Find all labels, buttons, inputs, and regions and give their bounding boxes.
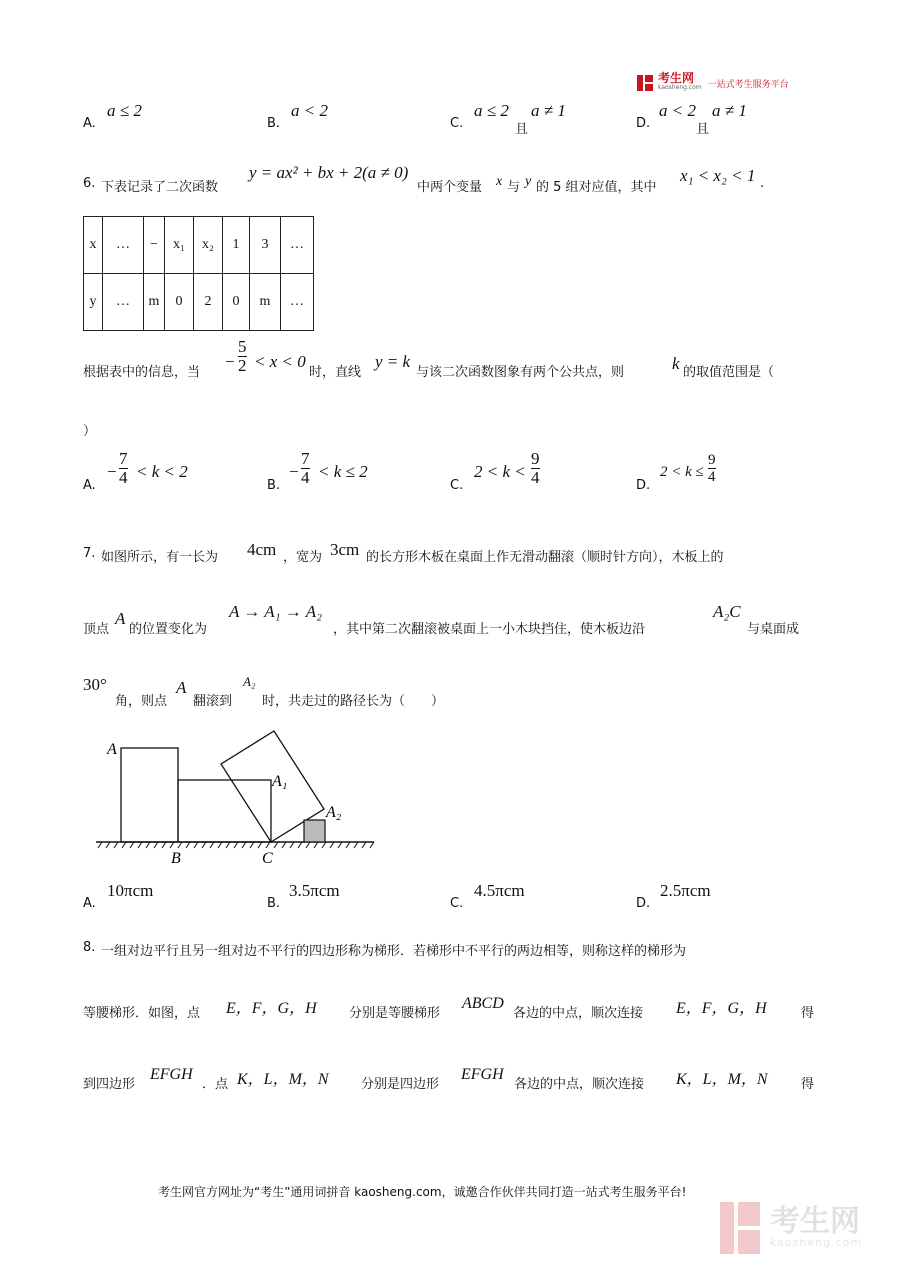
fraction-denominator: 4 (301, 468, 310, 487)
q6-option-b-fraction (301, 450, 310, 487)
brand-name: 考生网 (658, 71, 695, 85)
table-cell: x₁ (165, 217, 194, 274)
watermark-sub: kaosheng.com (770, 1236, 863, 1249)
q6-text2: 中两个变量 (417, 180, 483, 195)
q6-range-fraction (238, 338, 247, 375)
fig-label-c: C (262, 850, 273, 867)
q5-option-c-expr2: a ≠ 1 (531, 101, 566, 120)
q6-close-paren: ） (83, 424, 97, 439)
q6-option-c-fraction (531, 450, 540, 487)
q7-line2-a: 顶点 (83, 622, 110, 637)
q8-line3-a: 到四边形 (83, 1077, 136, 1092)
q6-function: y = ax² + bx + 2(a ≠ 0) (249, 163, 409, 182)
fraction-denominator: 4 (708, 469, 716, 485)
q6-text3: 与 (507, 180, 521, 195)
q7-length: 4cm (247, 540, 277, 559)
q7-option-a-value: 10πcm (107, 881, 154, 900)
table-cell: 3 (250, 217, 281, 274)
q7-line3-c: 时，共走过的路径长为（ ） (262, 694, 445, 709)
q6-option-d-fraction (708, 452, 716, 485)
q8-line2-b: 分别是等腰梯形 (349, 1006, 441, 1021)
q8-line2-c: 各边的中点，顺次连接 (513, 1006, 644, 1021)
q6-option-b-rest: < k ≤ 2 (318, 462, 368, 481)
kaosheng-logo-icon (636, 74, 654, 92)
q7-line3-a: 角，则点 (115, 694, 168, 709)
q6-range-rest: < x < 0 (254, 352, 306, 371)
q6-period: . (760, 176, 765, 191)
fig-label-a1: A₁ (272, 773, 288, 790)
q8-line2-points: E，F，G，H (226, 1000, 317, 1017)
fraction-numerator: 5 (238, 337, 247, 356)
q6-line2-b: 时，直线 (309, 365, 362, 380)
q6-option-c-pre: 2 < k < (474, 462, 526, 481)
q8-line3-shape-2: EFGH (461, 1066, 504, 1083)
q6-var-k: k (672, 354, 680, 373)
fig-label-a: A (107, 741, 117, 758)
ground-hatching (98, 842, 374, 848)
table-cell: 1 (223, 217, 250, 274)
table-row (84, 274, 314, 331)
q8-number: 8. (83, 940, 96, 955)
table-cell: m (250, 274, 281, 331)
q7-option-c-letter[interactable]: C. (450, 896, 464, 911)
q5-option-d-expr2: a ≠ 1 (712, 101, 747, 120)
q6-condition: x₁ < x₂ < 1 (680, 166, 756, 185)
q6-line2-c: 与该二次函数图象有两个公共点，则 (416, 365, 625, 380)
q5-option-d-letter[interactable]: D. (636, 116, 651, 131)
q7-line3-b: 翻滚到 (193, 694, 233, 709)
q7-option-c-value: 4.5πcm (474, 881, 525, 900)
q8-line3-shape: EFGH (150, 1066, 193, 1083)
q7-line2-d: 与桌面成 (747, 622, 800, 637)
q6-option-a-fraction (119, 450, 128, 487)
q7-path: A → A₁ → A₂ (229, 602, 323, 621)
q7-edge: A₂C (713, 602, 741, 621)
fraction-numerator: 7 (119, 449, 128, 468)
q7-line1-c: 的长方形木板在桌面上作无滑动翻滚（顺时针方向），木板上的 (366, 550, 724, 565)
table-cell: 0 (165, 274, 194, 331)
q5-option-c-join: 且 (515, 122, 529, 137)
q5-option-c-expr: a ≤ 2 (474, 101, 509, 120)
q7-option-d-letter[interactable]: D. (636, 896, 651, 911)
q7-width: 3cm (330, 540, 360, 559)
q8-line3-points-2: K，L，M，N (676, 1071, 768, 1088)
q6-var-y: y (525, 174, 532, 189)
brand-slogan: 一站式考生服务平台 (707, 79, 789, 90)
fraction-numerator: 9 (531, 449, 540, 468)
q6-text1: 下表记录了二次函数 (101, 180, 219, 195)
board-second (178, 780, 271, 842)
q7-line1-b: ，宽为 (283, 550, 323, 565)
table-cell: 2 (194, 274, 223, 331)
brand-sub: kaosheng.com (658, 84, 702, 91)
fraction-numerator: 7 (301, 449, 310, 468)
q5-option-b-letter[interactable]: B. (267, 116, 281, 131)
q8-line3-points: K，L，M，N (237, 1071, 329, 1088)
watermark-brand: 考生网 (770, 1204, 860, 1239)
table-cell: … (281, 274, 314, 331)
q6-option-b-letter[interactable]: B. (267, 478, 281, 493)
q8-line2-points-2: E，F，G，H (676, 1000, 767, 1017)
q8-line3-b: ．点 (202, 1077, 229, 1092)
table-cell: 0 (223, 274, 250, 331)
fraction-denominator: 4 (531, 468, 540, 487)
q5-option-d-join: 且 (696, 122, 710, 137)
q5-option-c-letter[interactable]: C. (450, 116, 464, 131)
table-cell: … (103, 274, 144, 331)
small-block (304, 820, 325, 842)
table-cell: x (84, 217, 103, 274)
q8-line2-shape: ABCD (462, 995, 504, 1012)
q6-var-x: x (496, 174, 503, 189)
q5-option-a-expr: a ≤ 2 (107, 101, 142, 120)
fig-label-b: B (171, 850, 181, 867)
q7-point-a: A (115, 609, 126, 628)
q8-line2-d: 得 (801, 1006, 815, 1021)
q7-angle: 30° (83, 675, 107, 694)
q7-option-b-letter[interactable]: B. (267, 896, 281, 911)
q7-figure (94, 730, 384, 870)
q6-option-a-rest: < k < 2 (136, 462, 188, 481)
fraction-numerator: 9 (708, 452, 716, 468)
q6-option-c-letter[interactable]: C. (450, 478, 464, 493)
q8-line3-d: 各边的中点，顺次连接 (514, 1077, 645, 1092)
table-cell: m (144, 274, 165, 331)
q7-option-d-value: 2.5πcm (660, 881, 711, 900)
fraction-denominator: 4 (119, 468, 128, 487)
q6-option-d-letter[interactable]: D. (636, 478, 651, 493)
q6-line2-d: 的取值范围是（ (683, 365, 775, 380)
q6-line-equation: y = k (375, 352, 411, 371)
q5-option-b-expr: a < 2 (291, 101, 328, 120)
q7-line2-c: ，其中第二次翻滚被桌面上一小木块挡住，使木板边沿 (333, 622, 646, 637)
q8-line3-c: 分别是四边形 (361, 1077, 440, 1092)
q7-number: 7. (83, 546, 96, 561)
q7-option-a-letter[interactable]: A. (83, 896, 96, 911)
footer-watermark (718, 1200, 862, 1256)
q6-line2-a: 根据表中的信息，当 (83, 365, 201, 380)
q7-point-a-2: A (176, 678, 187, 697)
q7-line1-a: 如图所示，有一长为 (101, 550, 219, 565)
table-cell: y (84, 274, 103, 331)
q7-line2-b: 的位置变化为 (129, 622, 208, 637)
q6-value-table (83, 216, 314, 331)
q5-option-d-expr: a < 2 (659, 101, 696, 120)
fig-label-a2: A₂ (326, 804, 342, 821)
table-row (84, 217, 314, 274)
fraction-denominator: 2 (238, 356, 247, 375)
footer-text: 考生网官方网址为“考生”通用词拼音 kaosheng.com，诚邀合作伙伴共同打造一站式考生服务平台! (158, 1185, 687, 1199)
board-initial (121, 748, 178, 842)
q8-line1: 一组对边平行且另一组对边不平行的四边形称为梯形．若梯形中不平行的两边相等，则称这样的梯形为 (101, 944, 687, 959)
table-cell: … (103, 217, 144, 274)
q8-line2-a: 等腰梯形．如图，点 (83, 1006, 201, 1021)
q5-option-a-letter[interactable]: A. (83, 116, 96, 131)
kaosheng-watermark-icon (718, 1200, 762, 1256)
table-cell: … (281, 217, 314, 274)
table-cell: − (144, 217, 165, 274)
table-cell: x₂ (194, 217, 223, 274)
q8-line3-e: 得 (801, 1077, 815, 1092)
q7-option-b-value: 3.5πcm (289, 881, 340, 900)
q6-text4: 的 5 组对应值，其中 (536, 180, 657, 195)
header-logo (636, 73, 789, 93)
q6-number: 6. (83, 176, 96, 191)
q7-point-a2: A₂ (243, 674, 256, 689)
q6-option-d-pre: 2 < k ≤ (660, 464, 704, 480)
q6-option-a-letter[interactable]: A. (83, 478, 96, 493)
